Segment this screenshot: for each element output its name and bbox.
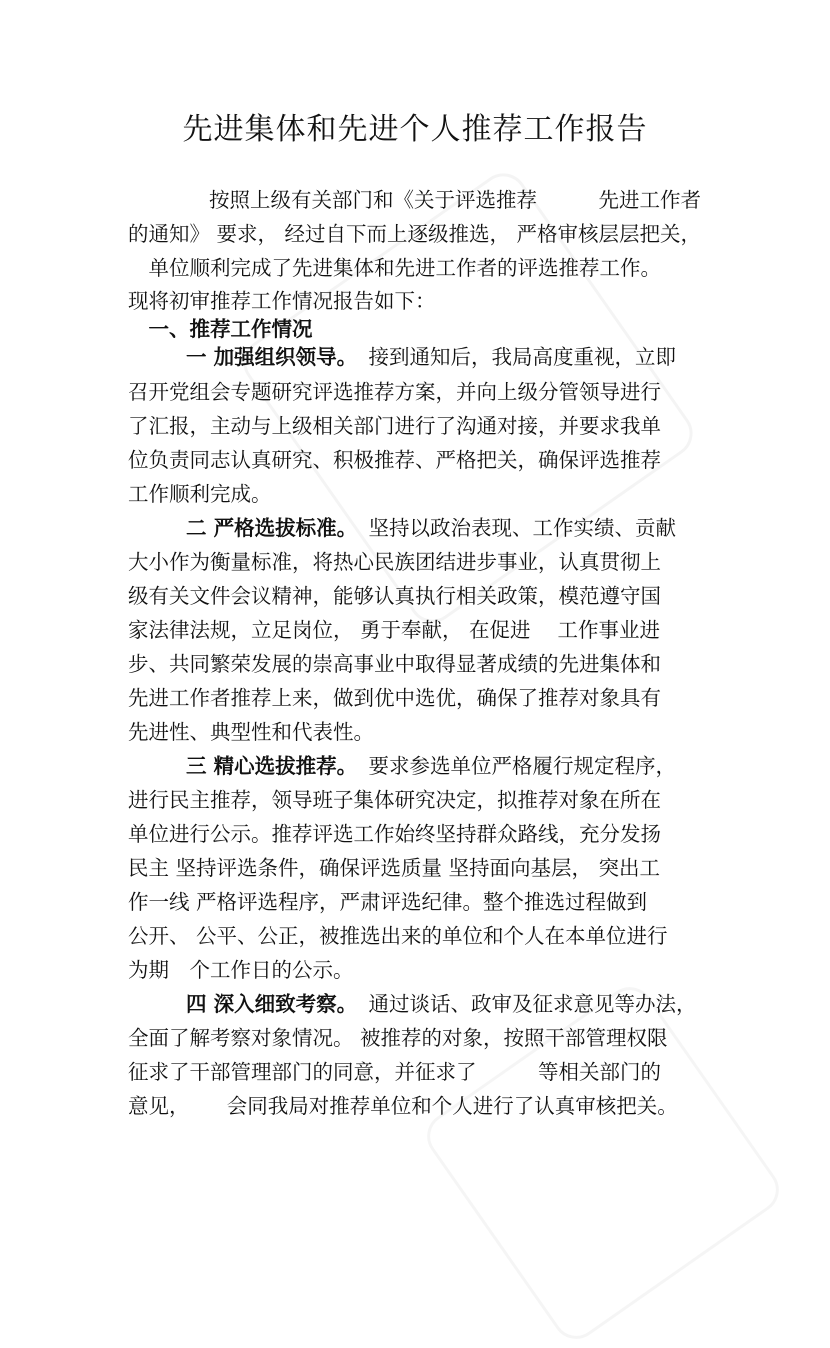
paragraph-line: 坚持以政治表现、工作实绩、贡献 xyxy=(362,516,677,540)
paragraph-line: 单位顺利完成了先进集体和先进工作者的评选推荐工作。 xyxy=(128,256,661,280)
paragraph-line: 按照上级有关部门和《关于评选推荐 先进工作者 xyxy=(168,188,701,212)
paragraph-line: 接到通知后，我局高度重视，立即 xyxy=(362,345,677,369)
paragraph-line: 步、共同繁荣发展的崇高事业中取得显著成绩的先进集体和 xyxy=(128,652,661,676)
paragraph-line: 级有关文件会议精神，能够认真执行相关政策，模范遵守国 xyxy=(128,584,661,608)
paragraph-line: 大小作为衡量标准，将热心民族团结进步事业，认真贯彻上 xyxy=(128,550,661,574)
paragraph-line: 意见， 会同我局对推荐单位和个人进行了认真审核把关。 xyxy=(128,1094,678,1118)
paragraph-line: 进行民主推荐，领导班子集体研究决定，拟推荐对象在所在 xyxy=(128,788,661,812)
paragraph-line: 单位进行公示。推荐评选工作始终坚持群众路线，充分发扬 xyxy=(128,822,661,846)
paragraph-line: 现将初审推荐工作情况报告如下： xyxy=(128,289,436,313)
paragraph-line: 了汇报，主动与上级相关部门进行了沟通对接，并要求我单 xyxy=(128,414,661,438)
paragraph-line: 工作顺利完成。 xyxy=(128,482,272,506)
subsection-heading: 四 深入细致考察。 xyxy=(186,992,358,1016)
paragraph-line: 公开、 公平、公正，被推选出来的单位和个人在本单位进行 xyxy=(128,924,668,948)
paragraph-line: 先进性、典型性和代表性。 xyxy=(128,720,374,744)
paragraph-line: 通过谈话、政审及征求意见等办法， xyxy=(362,992,697,1016)
subsection-heading: 一 加强组织领导。 xyxy=(186,345,358,369)
section-heading: 一、推荐工作情况 xyxy=(128,317,313,341)
document-title: 先进集体和先进个人推荐工作报告 xyxy=(182,112,648,147)
paragraph-line: 的通知》 要求， 经过自下而上逐级推选， 严格审核层层把关， xyxy=(128,222,702,246)
paragraph-line: 为期 个工作日的公示。 xyxy=(128,958,354,982)
paragraph-line: 要求参选单位严格履行规定程序， xyxy=(362,754,677,778)
paragraph-line: 家法律法规，立足岗位， 勇于奉献， 在促进 工作事业进 xyxy=(128,618,661,642)
paragraph-line: 全面了解考察对象情况。 被推荐的对象，按照干部管理权限 xyxy=(128,1026,668,1050)
subsection-heading: 三 精心选拔推荐。 xyxy=(186,754,358,778)
paragraph-line: 先进工作者推荐上来，做到优中选优，确保了推荐对象具有 xyxy=(128,686,661,710)
paragraph-line: 召开党组会专题研究评选推荐方案，并向上级分管领导进行 xyxy=(128,380,661,404)
paragraph-line: 民主 坚持评选条件，确保评选质量 坚持面向基层， 突出工 xyxy=(128,856,661,880)
paragraph-line: 征求了干部管理部门的同意，并征求了 等相关部门的 xyxy=(128,1060,661,1084)
paragraph-line: 作一线 严格评选程序，严肃评选纪律。整个推选过程做到 xyxy=(128,890,648,914)
subsection-heading: 二 严格选拔标准。 xyxy=(186,516,358,540)
paragraph-line: 位负责同志认真研究、积极推荐、严格把关，确保评选推荐 xyxy=(128,448,661,472)
